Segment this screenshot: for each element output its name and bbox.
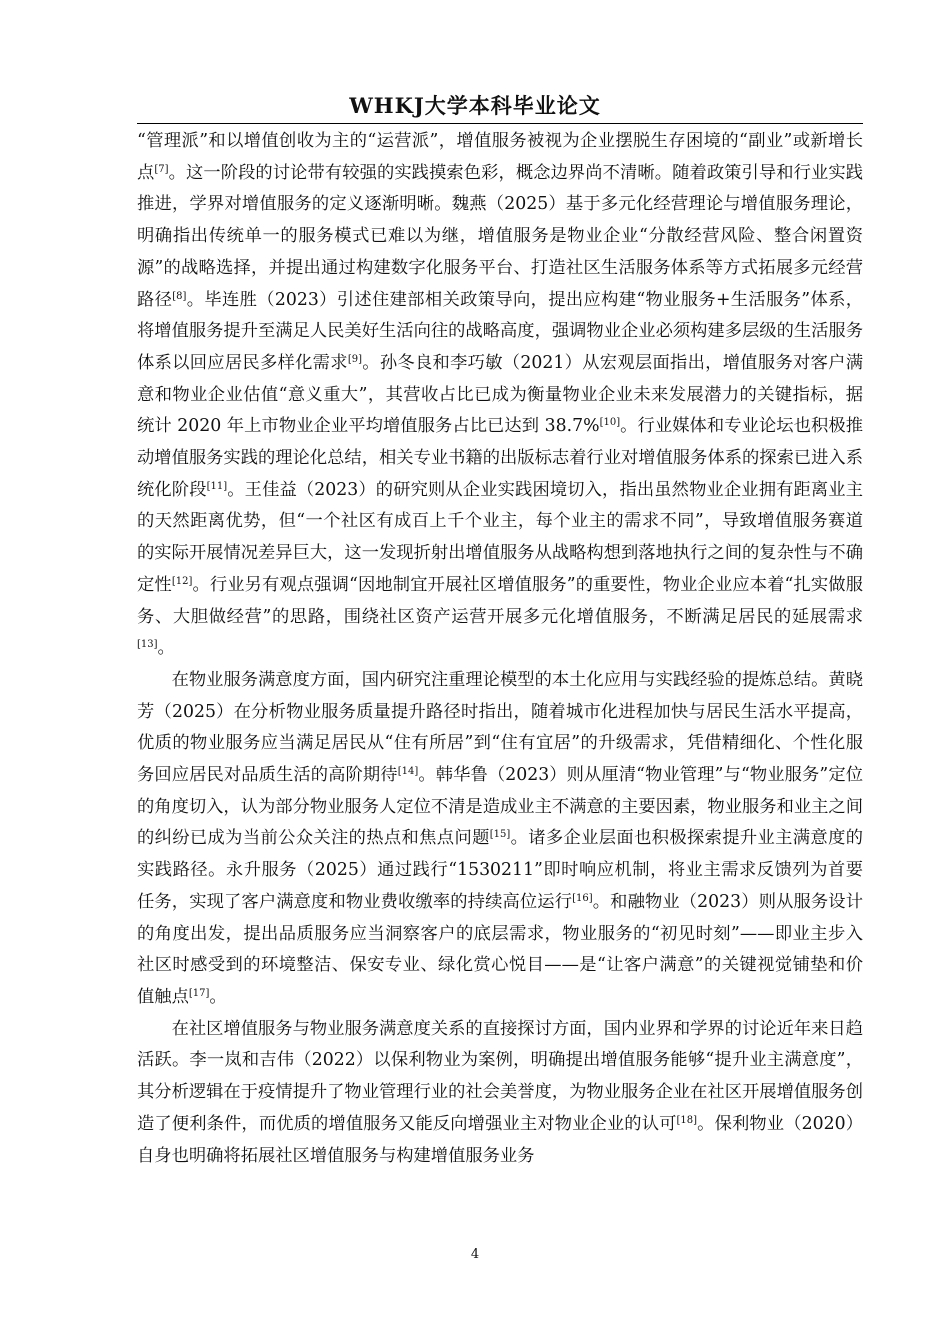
text-run: 。	[209, 986, 227, 1007]
text-run: 。孙冬良和李巧敏（2021）从宏观层面指出，增值服务对客户满意和物业企业估值“意义重大”，其营收占比已成为衡量物业企业未来发展潜力的关键指标，据统计 2020 年上市物业企业平均增值服务占比已达到 38.7%	[137, 352, 863, 437]
text-run: 。诸多企业层面也积极探索提升业主满意度的实践路径。永升服务（2025）通过践行“1530211”即时响应机制，将业主需求反馈列为首要任务，实现了客户满意度和物业费收缴率的持续高位运行	[137, 828, 863, 912]
text-run: 。毕连胜（2023）引述住建部相关政策导向，提出应构建“物业服务+生活服务”体系，将增值服务提升至满足人民美好生活向往的战略高度，强调物业企业必须构建多层级的生活服务体系以回应居民多样化需求	[137, 289, 863, 373]
body-text	[137, 126, 863, 1172]
citation-superscript: [11]	[206, 480, 228, 492]
citation-superscript: [8]	[172, 290, 187, 302]
text-run: 。行业另有观点强调“因地制宜开展社区增值服务”的重要性，物业企业应本着“扎实做服务、大胆做经营”的思路，围绕社区资产运营开展多元化增值服务，不断满足居民的延展需求	[137, 574, 863, 627]
citation-superscript: [18]	[676, 1114, 698, 1126]
paragraph	[137, 1014, 863, 1173]
text-run: 。这一阶段的讨论带有较强的实践摸索色彩，概念边界尚不清晰。随着政策引导和行业实践推进，学界对增值服务的定义逐渐明晰。魏燕（2025）基于多元化经营理论与增值服务理论，明确指出传统单一的服务模式已难以为继，增值服务是物业企业“分散经营风险、整合闲置资源”的战略选择，并提出通过构建数字化服务平台、打造社区生活服务体系等方式拓展多元经营路径	[137, 162, 863, 310]
citation-superscript: [15]	[489, 829, 511, 841]
citation-superscript: [12]	[171, 575, 193, 587]
text-run: 。王佳益（2023）的研究则从企业实践困境切入，指出虽然物业企业拥有距离业主的天然距离优势，但“一个社区有成百上千个业主，每个业主的需求不同”，导致增值服务赛道的实际开展情况差异巨大，这一发现折射出增值服务从战略构想到落地执行之间的复杂性与不确定性	[137, 479, 863, 595]
paragraph	[137, 665, 863, 1014]
header-rule	[137, 123, 863, 124]
citation-superscript: [14]	[397, 766, 419, 778]
text-run: 。韩华鲁（2023）则从厘清“物业管理”与“物业服务”定位的角度切入，认为部分物业服务人定位不清是造成业主不满意的主要因素，物业服务和业主之间的纠纷已成为当前公众关注的热点和焦点问题	[137, 765, 863, 849]
citation-superscript: [10]	[599, 417, 621, 429]
paragraph	[137, 126, 863, 665]
citation-superscript: [16]	[572, 892, 593, 904]
citation-superscript: [13]	[137, 639, 158, 651]
text-run: “管理派”和以增值创收为主的“运营派”，增值服务被视为企业摆脱生存困境的“副业”或新增长点	[137, 131, 863, 183]
text-run: 。	[157, 638, 175, 659]
page-number: 4	[470, 1247, 480, 1262]
text-run: 。保利物业（2020）自身也明确将拓展社区增值服务与构建增值服务业务	[137, 1113, 863, 1166]
citation-superscript: [17]	[188, 987, 210, 999]
text-run: 在物业服务满意度方面，国内研究注重理论模型的本土化应用与实践经验的提炼总结。黄晓芳（2025）在分析物业服务质量提升路径时指出，随着城市化进程加快与居民生活水平提高，优质的物业服务应当满足居民从“住有所居”到“住有宜居”的升级需求，凭借精细化、个性化服务回应居民对品质生活的高阶期待	[137, 669, 863, 786]
text-run: 。行业媒体和专业论坛也积极推动增值服务实践的理论化总结，相关专业书籍的出版标志着行业对增值服务体系的探索已进入系统化阶段	[137, 416, 863, 500]
page-header-title: WHKJ大学本科毕业论文	[349, 93, 601, 118]
text-run: 在社区增值服务与物业服务满意度关系的直接探讨方面，国内业界和学界的讨论近年来日趋活跃。李一岚和吉伟（2022）以保利物业为案例，明确提出增值服务能够“提升业主满意度”，其分析逻辑在于疫情提升了物业管理行业的社会美誉度，为物业服务企业在社区开展增值服务创造了便利条件，而优质的增值服务又能反向增强业主对物业企业的认可	[137, 1018, 863, 1134]
text-run: 。和融物业（2023）则从服务设计的角度出发，提出品质服务应当洞察客户的底层需求，物业服务的“初见时刻”——即业主步入社区时感受到的环境整洁、保安专业、绿化赏心悦目——是“让客户满意”的关键视觉铺垫和价值触点	[137, 891, 863, 1007]
citation-superscript: [9]	[347, 353, 362, 365]
citation-superscript: [7]	[154, 163, 169, 175]
